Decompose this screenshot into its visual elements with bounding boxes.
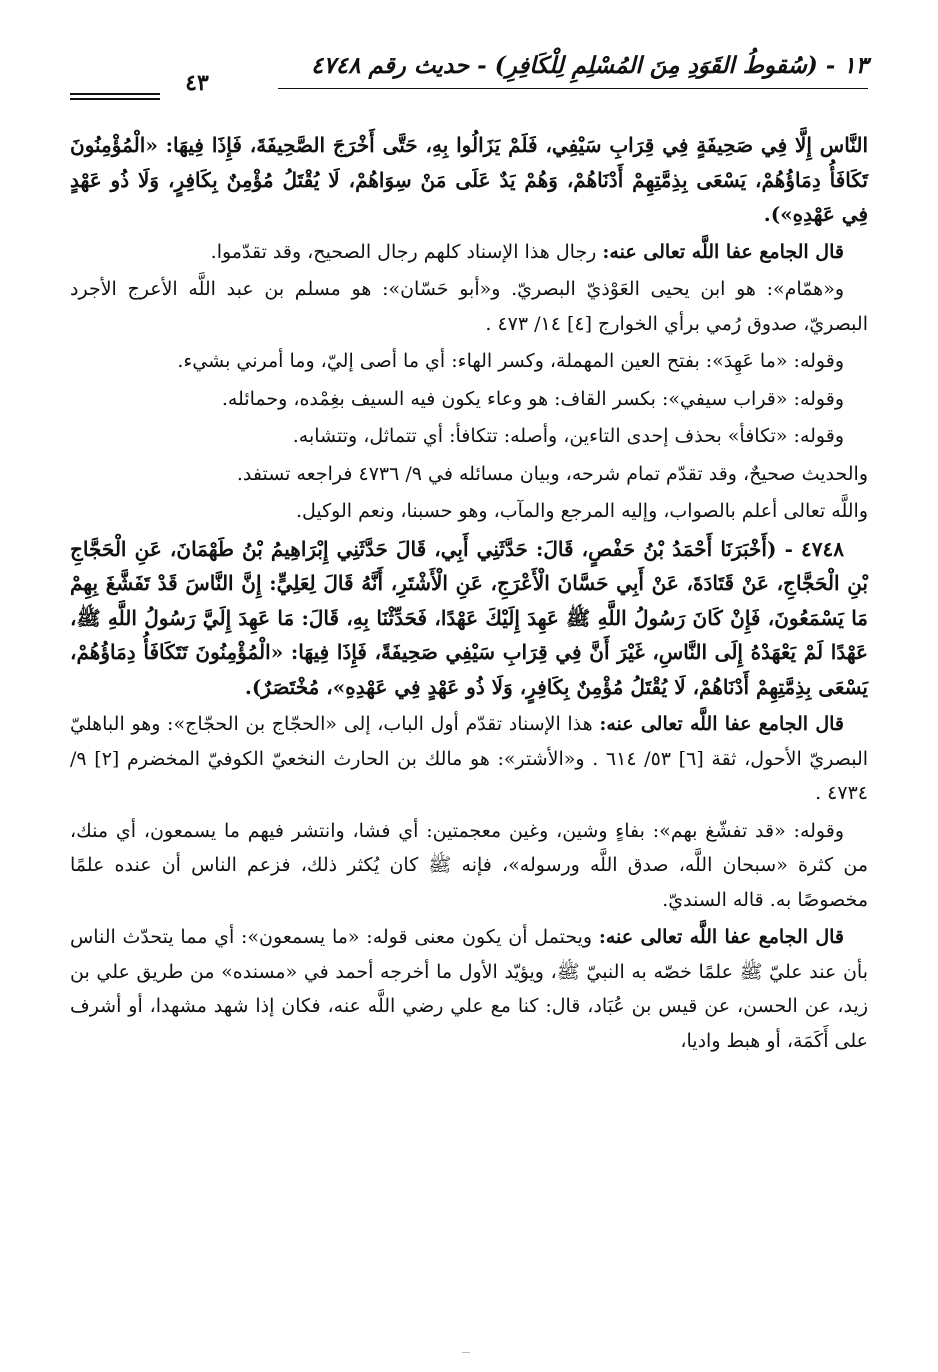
footer-mark [462, 1352, 470, 1353]
title-underline [278, 88, 868, 89]
hadith-status: والحديث صحيحٌ، وقد تقدّم تمام شرحه، وبيان مسائله في ٩/ ٤٧٣٦ فراجعه تستفد. [236, 462, 868, 485]
paragraph-text: ويحتمل أن يكون معنى قوله: «ما يسمعون»: أي مما يتحدّث الناس بأن عند عليّ ﷺ علمًا خصّه به النبيّ ﷺ، ويؤيّد الأول ما أخرجه أحمد في «مسنده» من طريق علي بن زيد، عن الحسن، عن قيس بن عُبَاد، قال: كنا مع علي رضي اللَّه عنه، فكان إذا شهد مشهدا، أو أشرف على أَكَمَة، أو هبط واديا، [70, 926, 868, 1052]
paragraph-lead: قال الجامع عفا اللَّه تعالى عنه: [598, 926, 844, 948]
commentary-paragraph [70, 920, 868, 1058]
page-number: ٤٣ [185, 70, 209, 96]
header-double-rule [70, 93, 160, 100]
word-explanation: وقوله: «ما عَهِدَ»: بفتح العين المهملة، وكسر الهاء: أي ما أصى إليّ، وما أمرني بشيء. [177, 350, 844, 372]
commentary-paragraph [70, 235, 868, 270]
hadith-4748: ٤٧٤٨ - (أَخْبَرَنَا أَحْمَدُ بْنُ حَفْصٍ، قَالَ: حَدَّثَنِي أَبِي، قَالَ حَدَّثَنِي إِبْرَاهِيمُ بْنُ طَهْمَانَ، عَنِ الْحَجَّاجِ بْنِ الْحَجَّاجِ، عَنْ قَتَادَةَ، عَنْ أَبِي حَسَّانَ الْأَعْرَجِ، عَنِ الْأَشْتَرِ، أَنَّهُ قَالَ لِعَلِيٍّ: إِنَّ النَّاسَ قَدْ تَفَشَّغَ بِهِمْ مَا يَسْمَعُونَ، فَإِنْ كَانَ رَسُولُ اللَّهِ ﷺ عَهِدَ إِلَيْكَ عَهْدًا، فَحَدِّثْنَا بِهِ، قَالَ: مَا عَهِدَ إِلَيَّ رَسُولُ اللَّهِ ﷺ، عَهْدًا لَمْ يَعْهَدْهُ إِلَى النَّاسِ، غَيْرَ أَنَّ فِي قِرَابِ سَيْفِي صَحِيفَةً، فَإِذَا فِيهَا: «الْمُؤْمِنُونَ تَتَكَافَأُ دِمَاؤُهُمْ، يَسْعَى بِذِمَّتِهِمْ أَدْنَاهُمْ، لَا يُقْتَلُ مُؤْمِنٌ بِكَافِرٍ، وَلَا ذُو عَهْدٍ فِي عَهْدِهِ»، مُخْتَصَرٌ). [70, 536, 868, 699]
paragraph-text: رجال هذا الإسناد كلهم رجال الصحيح، وقد تقدّموا. [210, 240, 603, 263]
paragraph-text: هذا الإسناد تقدّم أول الباب، إلى «الحجّاج بن الحجّاج»: وهو الباهليّ البصريّ الأحول، ثقة [٦] ٥٣/ ٦١٤ . و«الأشتر»: هو مالك بن الحارث النخعيّ الكوفيّ المخضرم [٢] ٩/ ٤٧٣٤ . [70, 713, 869, 804]
narrator-note: و«همّام»: هو ابن يحيى العَوْذيّ البصريّ. و«أبو حَسّان»: هو مسلم بن عبد اللَّه الأعرج الأجرد البصريّ، صدوق رُمي برأي الخوارج [٤] ١٤/ ٤٧٣ . [70, 278, 868, 335]
word-explanation: وقوله: «قد تفشّغ بهم»: بفاءٍ وشين، وغين معجمتين: أي فشا، وانتشر فيهم ما يسمعون، أي منك، من كثرة «سبحان اللَّه، صدق اللَّه ورسوله»، فإنه ﷺ كان يُكثر ذلك، فزعم الناس أن عنده علمًا مخصوصًا به. قاله السنديّ. [70, 819, 868, 911]
word-explanation: وقوله: «قراب سيفي»: بكسر القاف: هو وعاء يكون فيه السيف بغِمْده، وحمائله. [221, 387, 844, 410]
hadith-continuation: النَّاس إِلَّا فِي صَحِيفَةٍ فِي قِرَابِ سَيْفِي، فَلَمْ يَزَالُوا بِهِ، حَتَّى أَخْرَجَ الصَّحِيفَةَ، فَإِذَا فِيهَا: «الْمُؤْمِنُونَ تَكَافَأُ دِمَاؤُهُمْ، يَسْعَى بِذِمَّتِهِمْ أَدْنَاهُمْ، وَهُمْ يَدٌ عَلَى مَنْ سِوَاهُمْ، لَا يُقْتَلُ مُؤْمِنٌ بِكَافِرٍ، وَلَا ذُو عَهْدٍ فِي عَهْدِهِ»). [70, 133, 868, 226]
paragraph-lead: قال الجامع عفا اللَّه تعالى عنه: [602, 240, 844, 263]
paragraph-lead: قال الجامع عفا اللَّه تعالى عنه: [599, 713, 844, 735]
running-title: ١٣ - (سُقوطُ القَوَدِ مِنَ المُسْلِمِ لِلْكَافِرِ) - حديث رقم ٤٧٤٨ [311, 52, 868, 79]
word-explanation: وقوله: «تكافأ» بحذف إحدى التاءين، وأصله: تتكافأ: أي تتماثل، وتتشابه. [292, 425, 844, 447]
commentary-paragraph [70, 707, 868, 811]
page-body [70, 128, 868, 1061]
page-header [70, 48, 868, 108]
closing-formula: واللَّه تعالى أعلم بالصواب، وإليه المرجع والمآب، وهو حسبنا، ونعم الوكيل. [295, 500, 868, 522]
